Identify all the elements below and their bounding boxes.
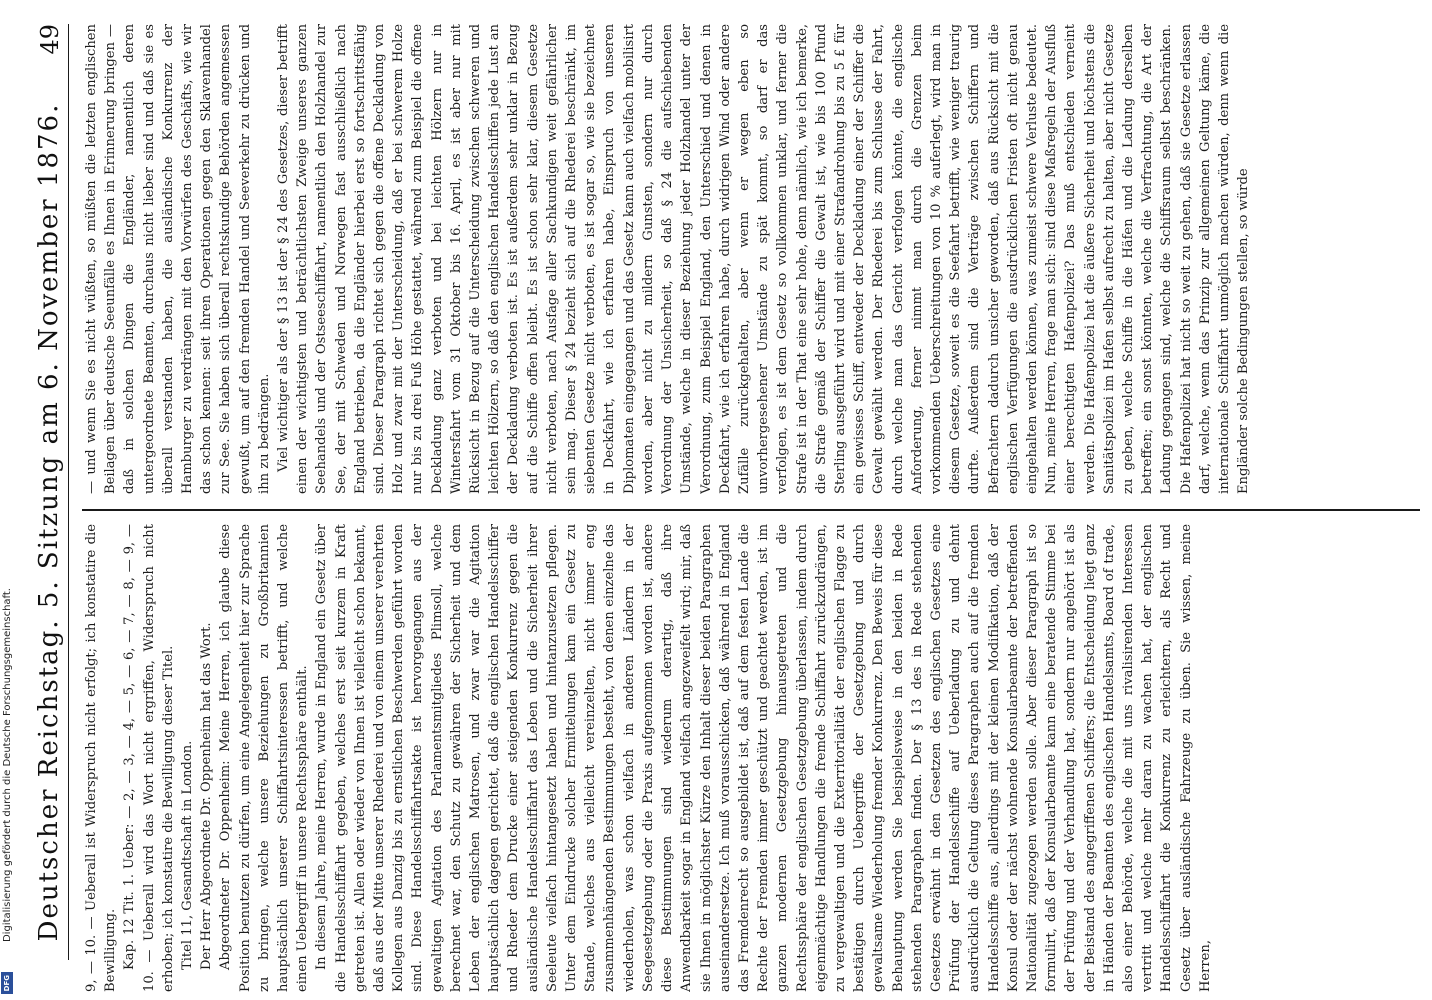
paragraph: 9, — 10. — Ueberall ist Widerspruch nicht erfolgt; ich konstatire die Bewilligung. [84, 524, 119, 992]
running-title: Deutscher Reichstag. 5. Sitzung am 6. November 1876. [34, 102, 64, 942]
paragraph: Der Herr Abgeordnete Dr. Oppenheim hat das Wort. [199, 622, 215, 970]
right-column [82, 24, 1420, 494]
paragraph: — und wenn Sie es nicht wüßten, so müßten die letzten englischen Beilagen über deutsche Seeunfälle es Ihnen in Erinnerung bringen — daß in solchen Dingen die Engländer, namentlich deren untergeordnete Beamten, durchaus nicht lieber sind und daß sie es überall verstanden haben, die ausländische Konkurrenz der Hamburger zu verdrängen mit den Vorwürfen des Geschäfts, wie wir das schon kennen: seit ihren Operationen gegen den Sklavenhandel zur See. Sie haben sich überall rechtskundige Behörden angemessen gewußt, um auf den fremden Handel und Seeverkehr zu drücken und ihn zu bedrängen. [84, 24, 272, 494]
paragraph: Abgeordneter Dr. Oppenheim: Meine Herren, ich glaube diese Position benutzen zu dürfen, um eine Angelegenheit hier zur Sprache zu bringen, welche unsere Beziehungen zu Großbritannien hauptsächlich unserer Schiffahrtsinteressen betrifft, und welche einen Uebergriff in unsere Rechtssphäre enthält. [218, 524, 311, 992]
paragraph: Kap. 12 Tit. 1. Ueber: — 2, — 3, — 4, — 5, — 6, — 7, — 8, — 9, — 10. — Ueberall wird das Wort nicht ergriffen, Widerspruch nicht erhoben; ich konstatire die Bewilligung dieser Titel. [122, 524, 176, 992]
dfg-logo [1, 972, 13, 994]
dfg-logo-text: DFG [3, 974, 11, 992]
margin-strip [0, 0, 14, 1000]
page-number: 49 [36, 24, 64, 55]
paragraph: Titel 11, Gesandtschaft in London. [180, 740, 196, 970]
digitization-note: Digitalisierung gefördert durch die Deutsche Forschungsgemeinschaft. [1, 587, 13, 942]
left-column [82, 524, 1420, 992]
column-divider [82, 509, 1420, 511]
paragraph: In diesem Jahre, meine Herren, wurde in England ein Gesetz über die Handelsschiffahrt gegeben, welches erst seit kurzem in Kraft getreten ist. Allen oder wieder von Ihnen ist vielleicht schon bekannt, daß aus der Mitte unserer Rhederei und von einem unserer verehrten Kollegen aus Danzig bis zu ernstlichen Beschwerden geführt worden sind. Diese Handelsschiffahrtsakte ist hervorgegangen aus der gewaltigen Agitation des Parlamentsmitgliedes Plimsoll, welche berechnet war, den Schutz zu gewähren der Sicherheit und dem Leben der englischen Matrosen, und zwar war die Agitation hauptsächlich dagegen gerichtet, daß die englischen Handelsschiffer und Rheder dem Drucke einer steigenden Konkurrenz gegen die ausländische Handelsschiffahrt das Leben und die Sicherheit ihrer Seeleute vielfach hintangesetzt haben und hintanzusetzen pflegen. Unter dem Eindrucke solcher Ermittelungen kam ein Gesetz zu Stande, welches aus vielleicht vereinzelten, nicht immer eng zusammenhängenden Bestimmungen besteht, von denen einzelne das wiederholen, was schon vielfach in anderen Ländern in der Seegesetzgebung oder die Praxis aufgenommen worden ist, andere diese Bestimmungen sind wiederum derartig, daß ihre Anwendbarkeit sogar in England vielfach angezweifelt wird; mir, daß sie Ihnen in möglichster Kürze den Inhalt dieser beiden Paragraphen auseinandersetze. Ich muß vorausschicken, daß während in England das Fremdenrecht so ausgebildet ist, daß auf dem festen Lande die Rechte der Fremden immer geschützt und geachtet werden, ist im ganzen modernen Gesetzgebung hinausgetreten und die Rechtssphäre der englischen Gesetzgebung überlassen, indem durch eigenmächtige Handlungen die fremde Schiffahrt zurückzudrängen, zu vergewaltigen und die Exterritorialität der englischen Flagge zu bestätigen durch Uebergriffe der Gesetzgebung und durch gewaltsame Wiederholung fremder Konkurrenz. Den Beweis für diese Behauptung werden Sie beispielsweise in den beiden in Rede stehenden Paragraphen finden. Der § 13 des in Rede stehenden Gesetzes erwähnt in den Gesetzen des englischen Gesetzes eine Prüfung der Handelsschiffe auf Ueberladung zu und dehnt ausdrücklich die Geltung dieses Paragraphen auch auf die fremden Handelsschiffe aus, allerdings mit der kleinen Modifikation, daß der Konsul oder der nächst wohnende Konsularbeamte der betreffenden Nationalität zugezogen werden solle. Aber dieser Paragraph ist so formulirt, daß der Konsularbeamte kann eine beratende Stimme bei der Prüfung und der Verhandlung hat, sondern nur angehört ist als der Beistand des angegriffenen Schiffers; die Entscheidung liegt ganz in Händen der Beamten des englischen Handelsamts, Board of trade, also einer Behörde, welche die mit uns rivalisirenden Interessen vertritt und welche mehr daran zu wachen hat, der englischen Handelsschiffahrt die Konkurrenz zu erleichtern, als Recht und Gesetz über ausländische Fahrzeuge zu üben. Sie wissen, meine Herren, [314, 524, 1213, 992]
page-header [20, 24, 69, 960]
paragraph: Viel wichtiger als der § 13 ist der § 24 des Gesetzes, dieser betrifft einen der wichtigsten und beträchtlichsten Zweige unseres ganzen Seehandels und der Ostseeschiffahrt, namentlich den Holzhandel zur See, der mit Schweden und Norwegen fast ausschließlich nach England betrieben, da die Engländer hierbei erst so fortschrittsfähig sind. Dieser Paragraph richtet sich gegen die offene Deckladung von Holz und zwar mit der Unterscheidung, daß er bei schwerem Holze nur bis zu drei Fuß Höhe gestattet, während zum Beispiel die offene Deckladung ganz verboten und bei leichten Hölzern nur in Wintersfahrt vom 31 Oktober bis 16. April, es ist aber nur mit Rücksicht in Bezug auf die Unterscheidung zwischen schweren und leichten Hölzern, so daß den englischen Handelsschiffen jede Lust an der Deckladung verboten ist. Es ist außerdem sehr unklar in Bezug auf die Schiffe offen bleibt. Es ist schon sehr klar, diesem Gesetze nicht verboten, nach Ausfage aller Sachkundigen weit gefährlicher sein mag. Dieser § 24 bezieht sich auf die Rhederei beschränkt, im siebenten Gesetze nicht verboten, es ist sogar so, wie sie bezeichnet in Deckfahrt, wie ich erfahren habe, Einspruch von unseren Diplomaten eingegangen und das Gesetz kann auch vielfach mobilisirt worden, aber nicht zu mildern Gunsten, sondern nur durch Verordnung der Unsicherheit, so daß § 24 die aufschiebenden Umstände, welche in dieser Beziehung jeder Holzhandel unter der Verordnung, zum Beispiel England, den Unterschied und denen in Deckfahrt, wie ich erfahren habe, durch widrigen Wind oder andere Zufälle zurückgehalten, aber wenn er wegen eben so unvorhergesehener Umstände zu spät kommt, so darf er das verfolgen, es ist dem Gesetz so vollkommen unklar, und ferner die Strafe ist in der That eine sehr hohe, denn nämlich, wie ich bemerke, die Strafe gemäß der Schiffer die Gewalt ist, wie bis 100 Pfund Sterling ausgeführt wird und mit einer Strafandrohung bis zu 5 £ für ein gewisses Schiff, entweder der Deckladung einer der Schiffer die Gewalt gewählt werden. Der Rhederei bis zum Schlusse der Fahrt, durch welche man das Gericht verfolgen könnte, die englische Anforderung, ferner nimmt man durch die Grenzen beim vorkommenden Ueberschreitungen von 10 % auferlegt, wird man in diesem Gesetze, soweit es die Seefahrt betrifft, wie weniger traurig durfte. Außerdem sind die Verträge zwischen Schiffern und Befrachtern dadurch unsicher geworden, daß aus Rücksicht mit die englischen Verfügungen die ausdrücklichen Fristen oft nicht genau eingehalten werden können, was zumeist schwere Verluste bedeutet. Nun, meine Herren, frage man sich: sind diese Maßregeln der Ausfluß einer berechtigten Hafenpolizei? Das muß entschieden verneint werden. Die Hafenpolizei hat die äußere Sicherheit und höchstens die Sanitätspolizei im Hafen selbst aufrecht zu halten, aber nicht Gesetze zu geben, welche Schiffe in die Häfen und die Ladung derselben betreffen; ein sonst könnten, welche die Verfrachtung, die Art der Ladung gegangen sind, welche die Schiffsraum selbst beschränken. Die Hafenpolizei hat nicht so weit zu gehen, daß sie Gesetze erlassen darf, welche, wenn das Prinzip zur allgemeinen Geltung käme, die internationale Schiffahrt unmöglich machen würden, denn wenn die Engländer solche Bedingungen stellen, so würde [276, 24, 1252, 494]
